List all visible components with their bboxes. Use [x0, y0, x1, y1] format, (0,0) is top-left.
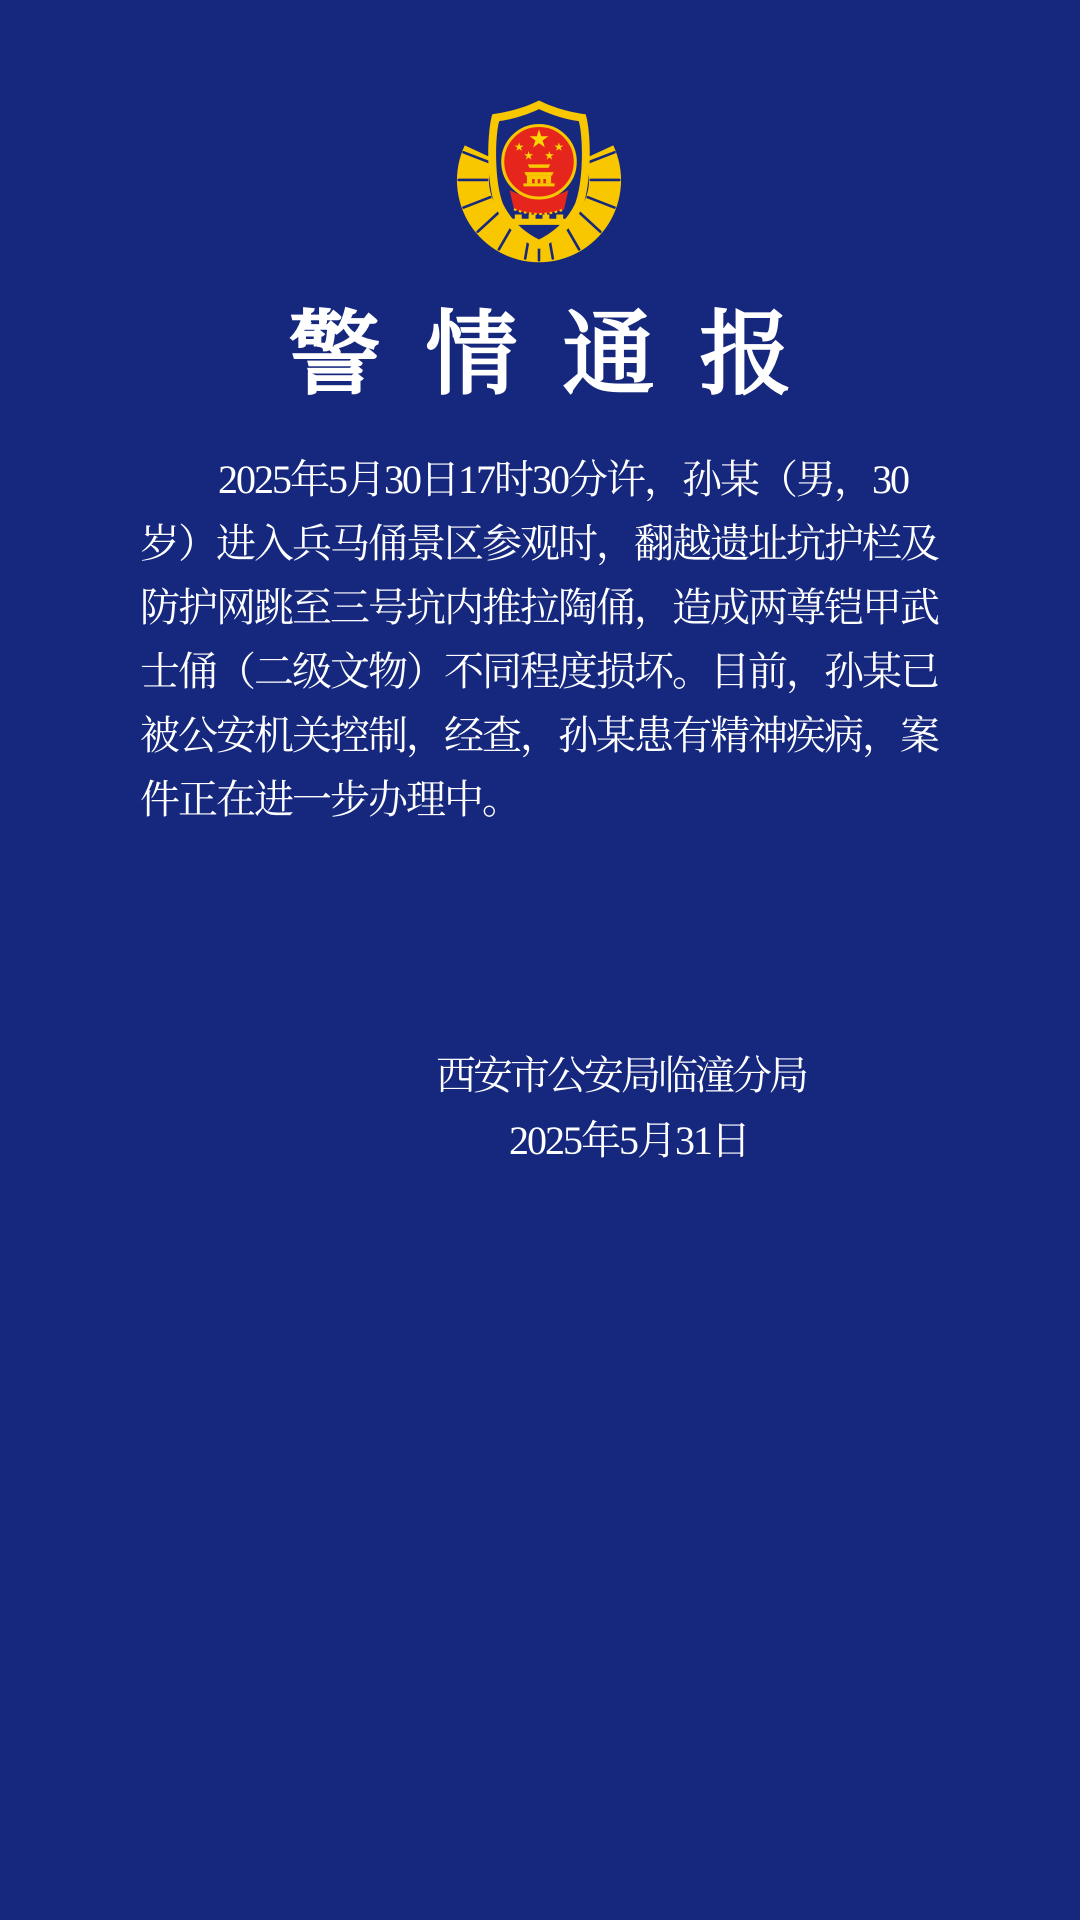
body-line: 件正在进一步办理中。 [140, 777, 520, 822]
body-line: 2025年5月30日17时30分许，孙某（男，30 [218, 457, 908, 502]
body-line: 士俑（二级文物）不同程度损坏。目前，孙某已 [140, 649, 938, 694]
footer-date: 2025年5月31日 [509, 1118, 749, 1163]
body-line: 被公安机关控制，经查，孙某患有精神疾病，案 [140, 713, 938, 758]
police-badge-icon [444, 78, 634, 268]
body-line: 岁）进入兵马俑景区参观时，翻越遗址坑护栏及 [140, 521, 938, 566]
body-line: 防护网跳至三号坑内推拉陶俑，造成两尊铠甲武 [140, 585, 938, 630]
footer-issuer: 西安市公安局临潼分局 [436, 1053, 806, 1098]
notice-body [140, 448, 945, 832]
notice-title: 警情通报 [288, 304, 837, 406]
